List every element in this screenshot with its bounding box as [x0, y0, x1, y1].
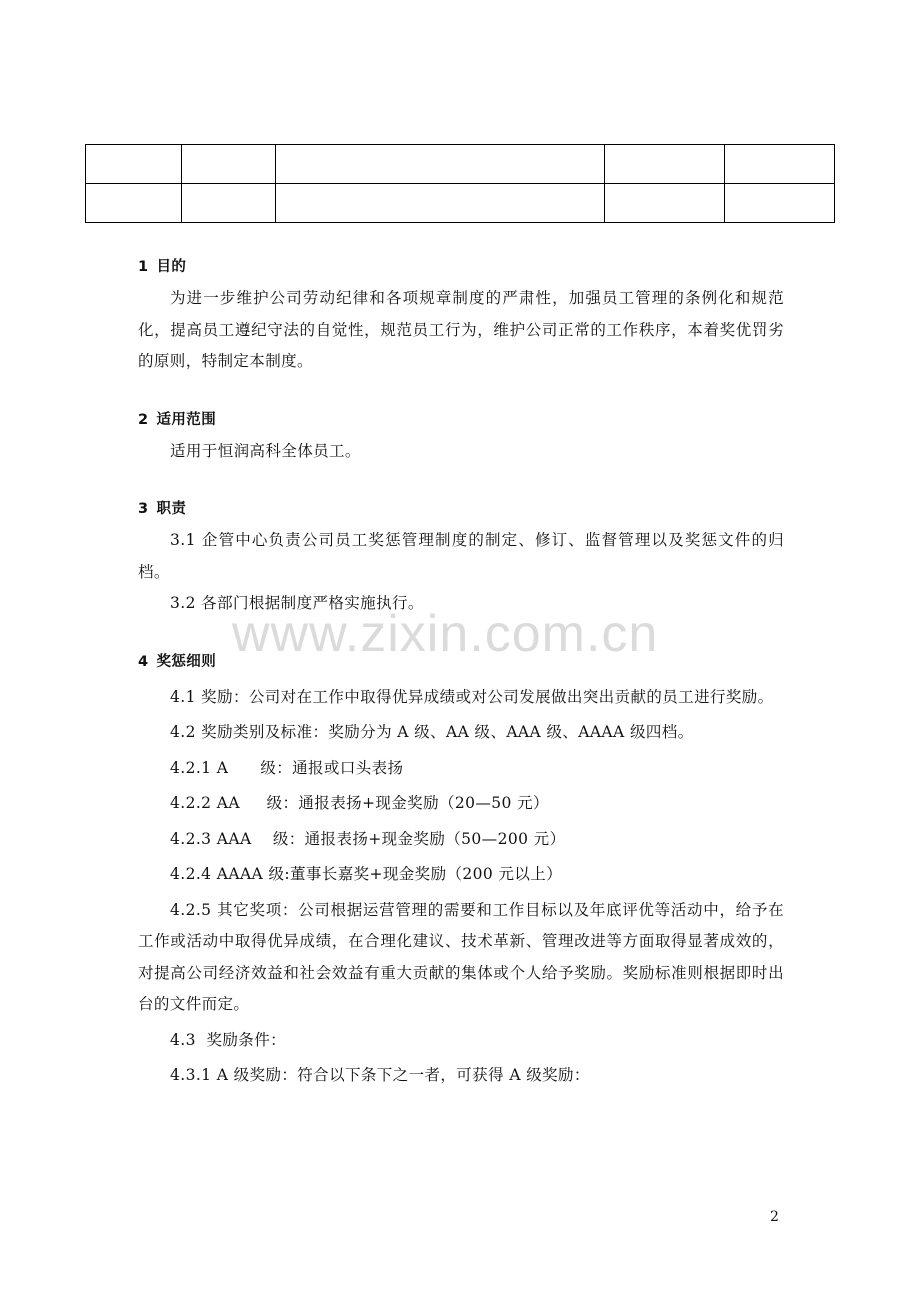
table-cell: [182, 184, 276, 223]
clause-4-3-1: 4.3.1 A 级奖励：符合以下条下之一者，可获得 A 级奖励：: [170, 1066, 590, 1084]
section-title: 职责: [156, 501, 187, 517]
table-cell: [725, 184, 835, 223]
clause-4-2-1: 4.2.1 A 级：通报或口头表扬: [170, 758, 404, 777]
clause-3-2: 3.2 各部门根据制度严格实施执行。: [170, 594, 424, 612]
section-title: 奖惩细则: [156, 653, 217, 670]
header-table: [85, 144, 835, 223]
section-number: 1: [138, 259, 149, 275]
document-body: [138, 252, 784, 1092]
table-cell: [605, 184, 725, 223]
section-2-heading: [138, 405, 784, 436]
section-number: 2: [138, 411, 149, 428]
clause-3-1: 3.1 企管中心负责公司员工奖惩管理制度的制定、修订、监督管理以及奖惩文件的归档。: [138, 531, 784, 581]
section-2-body: 适用于恒润高科全体员工。: [170, 441, 361, 460]
section-title: 适用范围: [156, 411, 217, 428]
table-cell: [182, 145, 276, 184]
section-number: 4: [138, 653, 149, 670]
table-row: [86, 184, 835, 223]
section-1-body: 为进一步维护公司劳动纪律和各项规章制度的严肃性，加强员工管理的条例化和规范化，提高员工遵纪守法的自觉性，规范员工行为，维护公司正常的工作秩序，本着奖优罚劣的原则，特制定本制度。: [138, 289, 784, 370]
clause-4-2-2: 4.2.2 AA 级：通报表扬+现金奖励（20—50 元）: [170, 794, 549, 812]
table-cell: [276, 184, 605, 223]
clause-4-3: 4.3 奖励条件：: [170, 1030, 287, 1049]
table-cell: [86, 145, 182, 184]
page-number: 2: [770, 1209, 779, 1225]
table-cell: [86, 184, 182, 223]
clause-4-2-3: 4.2.3 AAA 级：通报表扬+现金奖励（50—200 元）: [170, 829, 566, 848]
clause-4-2-5: 4.2.5 其它奖项：公司根据运营管理的需要和工作目标以及年底评优等活动中，给予在工作或活动中取得优异成绩，在合理化建议、技术革新、管理改进等方面取得显著成效的，对提高公司经济效益和社会效益有重大贡献的集体或个人给予奖励。奖励标准则根据即时出台的文件而定。: [138, 900, 784, 1013]
section-1-heading: [138, 252, 784, 283]
clause-4-2-4: 4.2.4 AAAA 级:董事长嘉奖+现金奖励（200 元以上）: [170, 865, 563, 883]
watermark: www.zixin.com.cn: [232, 605, 659, 663]
table-cell: [276, 145, 605, 184]
clause-4-1: 4.1 奖励：公司对在工作中取得优异成绩或对公司发展做出突出贡献的员工进行奖励。: [170, 687, 774, 706]
section-3-heading: [138, 494, 784, 525]
section-number: 3: [138, 501, 149, 517]
table-cell: [605, 145, 725, 184]
table-cell: [725, 145, 835, 184]
section-title: 目的: [156, 259, 187, 275]
table-row: [86, 145, 835, 184]
clause-4-2: 4.2 奖励类别及标准：奖励分为 A 级、AA 级、AAA 级、AAAA 级四档。: [170, 723, 694, 741]
